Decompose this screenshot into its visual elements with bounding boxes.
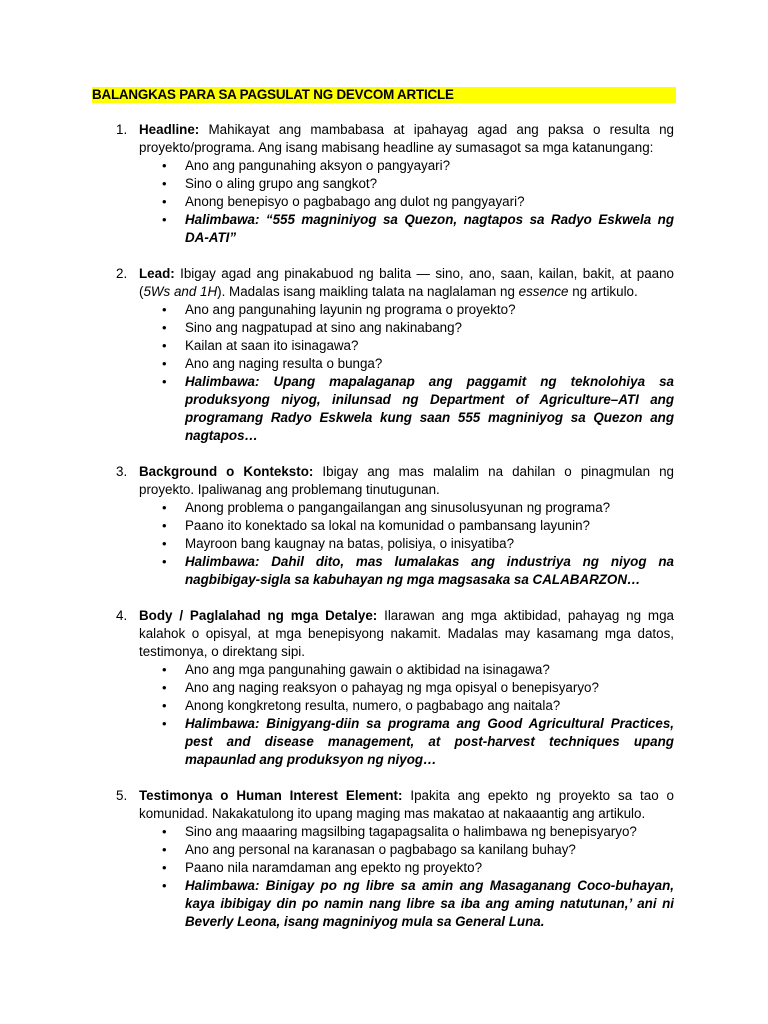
- bullet-icon: •: [162, 878, 167, 893]
- bullet-icon: •: [162, 320, 167, 335]
- question-list: [162, 301, 674, 445]
- section-heading: Testimonya o Human Interest Element:: [139, 788, 403, 803]
- example-item: [162, 877, 674, 931]
- example-text: Halimbawa: Binigay po ng libre sa amin ang Masaganang Coco-buhayan, kaya ibibigay din po namin nang libre sa iba ang aming natutunan,’ ani ni Beverly Leona, isang magniniyog mula sa General Luna.: [185, 878, 674, 929]
- example-text: Halimbawa: “555 magniniyog sa Quezon, nagtapos sa Radyo Eskwela ng DA-ATI”: [185, 212, 674, 245]
- section-number: 4.: [116, 608, 128, 623]
- section-body: Mahikayat ang mambabasa at ipahayag agad ang paksa o resulta ng proyekto/programa. Ang isang mabisang headline ay sumasagot sa mga katanungang:: [139, 122, 674, 155]
- list-item: • Ano ang naging resulta o bunga?: [162, 356, 383, 371]
- emphasis-essence: essence: [518, 284, 569, 299]
- section-background: [116, 463, 674, 589]
- bullet-icon: •: [162, 356, 167, 371]
- section-description: [139, 787, 674, 823]
- section-number: 5.: [116, 788, 128, 803]
- section-lead: [116, 265, 674, 445]
- bullet-icon: •: [162, 842, 167, 857]
- section-heading: Headline:: [139, 122, 200, 137]
- list-item: • Sino ang maaaring magsilbing tagapagsalita o halimbawa ng benepisyaryo?: [162, 824, 637, 839]
- bullet-icon: •: [162, 338, 167, 353]
- list-item: • Ano ang mga pangunahing gawain o aktibidad na isinagawa?: [162, 662, 550, 677]
- question-list: [162, 499, 674, 589]
- question-list: [162, 157, 674, 247]
- list-item: • Mayroon bang kaugnay na batas, polisiya, o inisyatiba?: [162, 536, 515, 551]
- section-body-details: [116, 607, 674, 769]
- section-headline: [116, 121, 674, 247]
- bullet-icon: •: [162, 374, 167, 389]
- list-item: • Anong problema o pangangailangan ang sinusolusyunan ng programa?: [162, 500, 611, 515]
- bullet-icon: •: [162, 536, 167, 551]
- list-item: • Anong benepisyo o pagbabago ang dulot ng pangyayari?: [162, 194, 525, 209]
- list-item: • Ano ang pangunahing aksyon o pangyayari?: [162, 158, 451, 173]
- list-item: • Anong kongkretong resulta, numero, o pagbabago ang naitala?: [162, 698, 561, 713]
- bullet-icon: •: [162, 302, 167, 317]
- example-item: [162, 715, 674, 769]
- example-text: Halimbawa: Dahil dito, mas lumalakas ang industriya ng niyog na nagbibigay-sigla sa kabuhayan ng mga magsasaka sa CALABARZON…: [185, 554, 674, 587]
- section-description: [139, 463, 674, 499]
- outline-list: [116, 121, 674, 949]
- list-item: • Ano ang naging reaksyon o pahayag ng mga opisyal o benepisyaryo?: [162, 680, 599, 695]
- section-number: 3.: [116, 464, 128, 479]
- section-heading: Lead:: [139, 266, 175, 281]
- bullet-icon: •: [162, 518, 167, 533]
- bullet-icon: •: [162, 860, 167, 875]
- section-description: Lead: Ibigay agad ang pinakabuod ng balita — sino, ano, saan, kailan, bakit, at paano (5Ws and 1H). Madalas isang maikling talata na naglalaman ng essence ng artikulo.: [139, 266, 674, 299]
- bullet-icon: •: [162, 698, 167, 713]
- section-description: [139, 121, 674, 157]
- bullet-icon: •: [162, 824, 167, 839]
- bullet-icon: •: [162, 680, 167, 695]
- bullet-icon: •: [162, 158, 167, 173]
- question-list: [162, 661, 674, 769]
- document-title: BALANGKAS PARA SA PAGSULAT NG DEVCOM ARTICLE: [92, 87, 676, 103]
- list-item: • Ano ang personal na karanasan o pagbabago sa kanilang buhay?: [162, 842, 576, 857]
- section-number: 1.: [116, 122, 128, 137]
- emphasis-5ws: 5Ws and 1H: [143, 284, 218, 299]
- question-list: [162, 823, 674, 931]
- list-item: • Sino ang nagpatupad at sino ang nakinabang?: [162, 320, 462, 335]
- section-description: [139, 607, 674, 661]
- section-number: 2.: [116, 266, 128, 281]
- section-body: Ibigay ang mas malalim na dahilan o pinagmulan ng proyekto. Ipaliwanag ang problemang tinutugunan.: [139, 464, 674, 497]
- list-item: • Paano nila naramdaman ang epekto ng proyekto?: [162, 860, 483, 875]
- bullet-icon: •: [162, 716, 167, 731]
- example-item: [162, 553, 674, 589]
- section-body: Ilarawan ang mga aktibidad, pahayag ng mga kalahok o opisyal, at mga benepisyong nakamit. Madalas may kasamang mga datos, testimonya, o direktang sipi.: [139, 608, 674, 659]
- section-body: Ipakita ang epekto ng proyekto sa tao o komunidad. Nakakatulong ito upang maging mas makatao at nakaaantig ang artikulo.: [139, 788, 674, 821]
- bullet-icon: •: [162, 176, 167, 191]
- list-item: • Kailan at saan ito isinagawa?: [162, 338, 359, 353]
- list-item: • Sino o aling grupo ang sangkot?: [162, 176, 378, 191]
- example-item: [162, 211, 674, 247]
- section-testimony: [116, 787, 674, 931]
- bullet-icon: •: [162, 500, 167, 515]
- section-heading: Body / Paglalahad ng mga Detalye:: [139, 608, 378, 623]
- bullet-icon: •: [162, 194, 167, 209]
- example-text: Halimbawa: Upang mapalaganap ang paggamit ng teknolohiya sa produksyong niyog, inilunsad ng Department of Agriculture–ATI ang programang Radyo Eskwela kung saan 555 magniniyog sa Quezon ang nagtapos…: [185, 374, 674, 443]
- list-item: • Ano ang pangunahing layunin ng programa o proyekto?: [162, 302, 516, 317]
- bullet-icon: •: [162, 212, 167, 227]
- bullet-icon: •: [162, 662, 167, 677]
- list-item: • Paano ito konektado sa lokal na komunidad o pambansang layunin?: [162, 518, 590, 533]
- example-item: [162, 373, 674, 445]
- section-heading: Background o Konteksto:: [139, 464, 314, 479]
- bullet-icon: •: [162, 554, 167, 569]
- example-text: Halimbawa: Binigyang-diin sa programa ang Good Agricultural Practices, pest and disease management, at post-harvest techniques upang mapaunlad ang produksyon ng niyog…: [185, 716, 674, 767]
